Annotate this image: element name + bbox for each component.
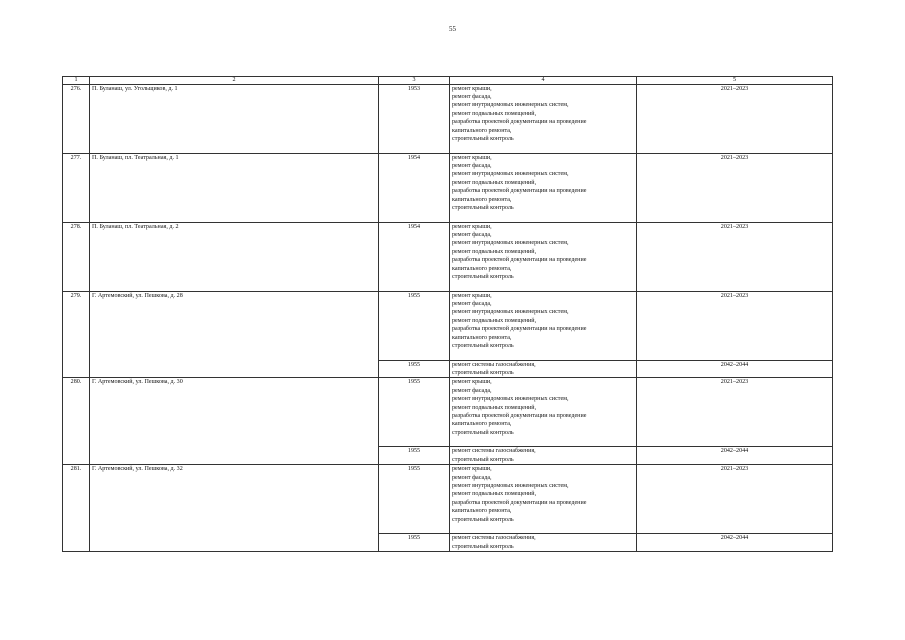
header-row — [63, 77, 833, 85]
address-cell: Г. Артемовский, ул. Пешкова, д. 32 — [90, 465, 379, 552]
year-cell: 1955 — [379, 447, 450, 465]
row-number: 277. — [63, 153, 90, 222]
work-item: разработка проектной документации на проведение — [452, 119, 587, 126]
repair-schedule-table — [62, 76, 833, 552]
work-item: ремонт внутридомовых инженерных систем, — [452, 171, 569, 178]
table-row — [63, 465, 833, 534]
work-item: ремонт подвальных помещений, — [452, 491, 537, 498]
page-number: 55 — [449, 25, 456, 33]
work-item: ремонт крыши, — [452, 85, 492, 92]
work-item: ремонт фасада, — [452, 232, 492, 238]
work-item: строительный контроль — [452, 543, 514, 550]
year-cell: 1954 — [379, 153, 450, 222]
work-item: ремонт фасада, — [452, 474, 492, 481]
address-cell: Г. Артемовский, ул. Пешкова, д. 28 — [90, 291, 379, 378]
address-cell: Г. Артемовский, ул. Пешкова, д. 30 — [90, 378, 379, 465]
work-item: ремонт внутридомовых инженерных систем, — [452, 240, 569, 247]
row-number: 276. — [63, 84, 90, 153]
table-body — [63, 77, 833, 552]
table-row — [63, 153, 833, 222]
period-cell: 2042–2044 — [637, 447, 833, 465]
work-item: ремонт крыши, — [452, 466, 492, 473]
address-cell: П. Буланаш, пл. Театральная, д. 2 — [90, 222, 379, 291]
works-cell — [450, 84, 637, 153]
period-cell: 2042–2044 — [637, 534, 833, 552]
address-cell: П. Буланаш, пл. Театральная, д. 1 — [90, 153, 379, 222]
row-number: 280. — [63, 378, 90, 465]
work-item: ремонт фасада, — [452, 301, 492, 307]
work-item: разработка проектной документации на проведение — [452, 257, 587, 264]
work-item: разработка проектной документации на проведение — [452, 188, 587, 195]
row-number: 278. — [63, 222, 90, 291]
year-cell: 1955 — [379, 360, 450, 378]
header-cell-2: 2 — [90, 77, 379, 85]
header-cell-4: 4 — [450, 77, 637, 85]
period-cell: 2021–2023 — [637, 378, 833, 447]
period-cell: 2042–2044 — [637, 360, 833, 378]
work-item: капитального ремонта, — [452, 334, 512, 341]
table-row — [63, 84, 833, 153]
work-item: ремонт фасада, — [452, 94, 492, 100]
work-item: ремонт внутридомовых инженерных систем, — [452, 102, 569, 109]
work-item: ремонт внутридомовых инженерных систем, — [452, 309, 569, 316]
works-cell — [450, 447, 637, 465]
row-number: 281. — [63, 465, 90, 552]
work-item: строительный контроль — [452, 274, 514, 281]
table-row — [63, 291, 833, 360]
table-row — [63, 222, 833, 291]
work-item: ремонт фасада, — [452, 163, 492, 169]
work-item: разработка проектной документации на проведение — [452, 499, 587, 506]
works-cell — [450, 360, 637, 378]
work-item: строительный контроль — [452, 343, 514, 350]
year-cell: 1955 — [379, 534, 450, 552]
period-cell: 2021–2023 — [637, 84, 833, 153]
work-item: капитального ремонта, — [452, 421, 512, 428]
work-item: ремонт подвальных помещений, — [452, 317, 537, 324]
year-cell: 1955 — [379, 378, 450, 447]
period-cell: 2021–2023 — [637, 465, 833, 534]
work-item: строительный контроль — [452, 205, 514, 212]
header-cell-1: 1 — [63, 77, 90, 85]
work-item: ремонт системы газоснабжения, — [452, 448, 536, 455]
work-item: ремонт крыши, — [452, 223, 492, 230]
work-item: строительный контроль — [452, 516, 514, 523]
works-cell — [450, 291, 637, 360]
period-cell: 2021–2023 — [637, 153, 833, 222]
work-item: ремонт системы газоснабжения, — [452, 361, 536, 368]
work-item: ремонт подвальных помещений, — [452, 248, 537, 255]
work-item: строительный контроль — [452, 456, 514, 463]
work-item: ремонт внутридомовых инженерных систем, — [452, 483, 569, 490]
work-item: ремонт фасада, — [452, 387, 492, 394]
work-item: разработка проектной документации на проведение — [452, 326, 587, 333]
period-cell: 2021–2023 — [637, 291, 833, 360]
work-item: ремонт внутридомовых инженерных систем, — [452, 396, 569, 403]
works-cell — [450, 153, 637, 222]
year-cell: 1953 — [379, 84, 450, 153]
year-cell: 1954 — [379, 222, 450, 291]
work-item: ремонт крыши, — [452, 379, 492, 386]
row-number: 279. — [63, 291, 90, 378]
work-item: ремонт крыши, — [452, 292, 492, 299]
work-item: капитального ремонта, — [452, 127, 512, 134]
work-item: капитального ремонта, — [452, 196, 512, 203]
works-cell — [450, 465, 637, 534]
work-item: строительный контроль — [452, 429, 514, 436]
address-cell: П. Буланаш, ул. Угольщиков, д. 1 — [90, 84, 379, 153]
works-cell — [450, 534, 637, 552]
header-cell-3: 3 — [379, 77, 450, 85]
works-cell — [450, 222, 637, 291]
year-cell: 1955 — [379, 465, 450, 534]
year-cell: 1955 — [379, 291, 450, 360]
period-cell: 2021–2023 — [637, 222, 833, 291]
work-item: ремонт подвальных помещений, — [452, 179, 537, 186]
work-item: капитального ремонта, — [452, 265, 512, 272]
work-item: капитального ремонта, — [452, 508, 512, 515]
work-item: ремонт системы газоснабжения, — [452, 535, 536, 542]
table-row — [63, 378, 833, 447]
work-item: ремонт крыши, — [452, 154, 492, 161]
work-item: строительный контроль — [452, 136, 514, 143]
header-cell-5: 5 — [637, 77, 833, 85]
work-item: ремонт подвальных помещений, — [452, 110, 537, 117]
works-cell — [450, 378, 637, 447]
work-item: разработка проектной документации на проведение — [452, 413, 587, 420]
work-item: строительный контроль — [452, 370, 514, 376]
work-item: ремонт подвальных помещений, — [452, 404, 537, 411]
